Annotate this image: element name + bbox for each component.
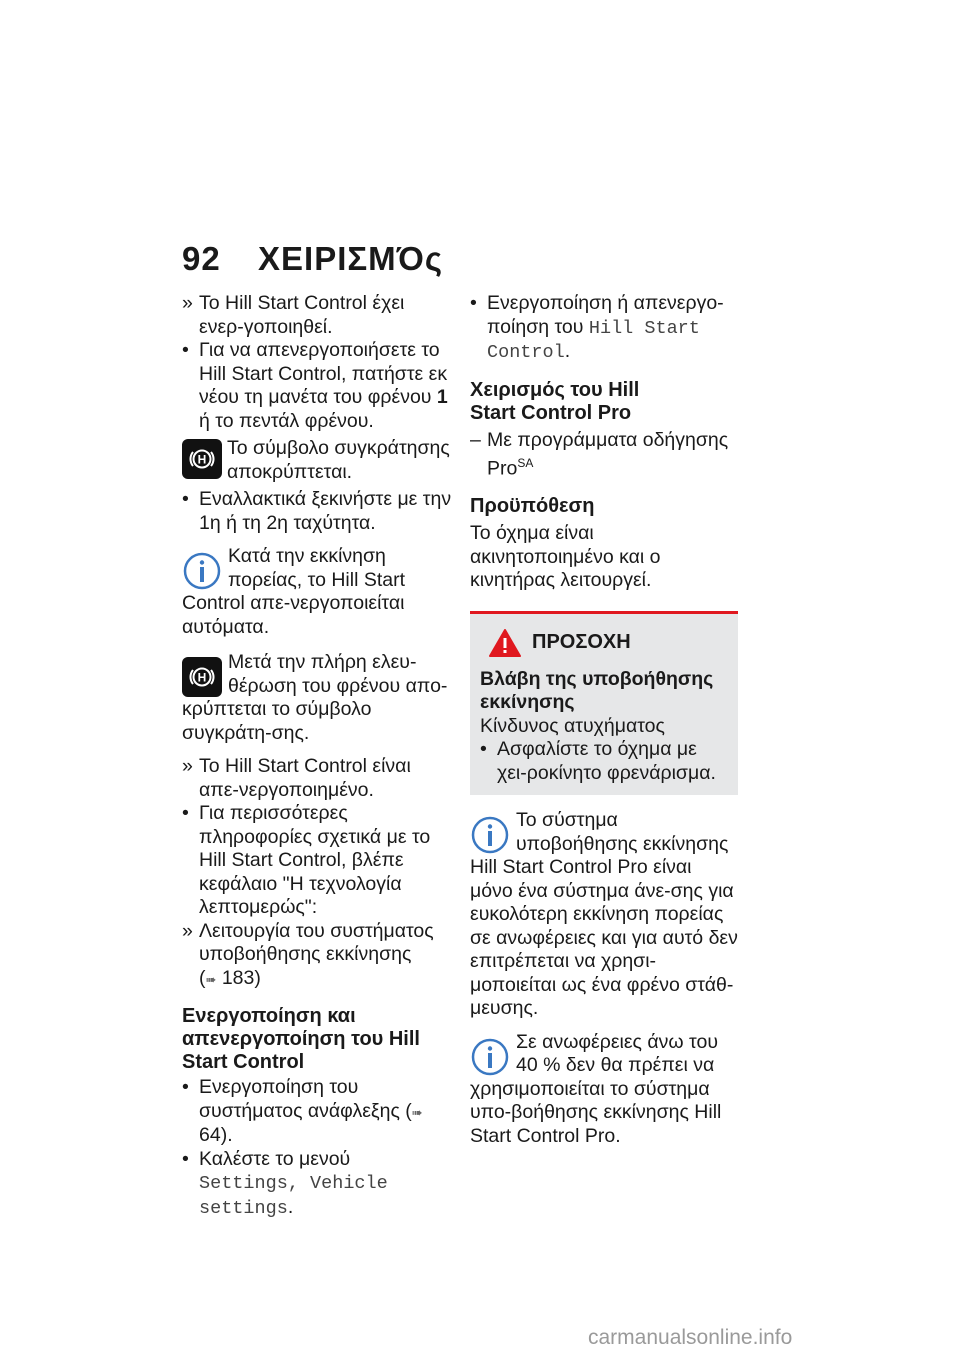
bullet-item: • Για περισσότερες πληροφορίες σχετικά με το Hill Start Control, βλέπε κεφάλαιο "Η τεχνολογία λεπτομερώς": [182, 802, 431, 918]
warning-triangle-icon [488, 628, 522, 658]
hold-brake-icon [182, 657, 222, 697]
subsection-heading: Προϋπόθεση [470, 495, 595, 517]
warning-header: ΠΡΟΣΟΧΗ [488, 628, 728, 658]
menu-path: Settings, Vehicle settings [199, 1173, 388, 1219]
function-name: Hill Start Control [487, 317, 700, 363]
bullet-item: • Ενεργοποίηση του συστήματος ανάφλεξης (➠ 64). [182, 1076, 423, 1146]
result-item: » Το Hill Start Control είναι απε-νεργοποιημένο. [182, 755, 411, 801]
info-icon [470, 815, 510, 855]
warning-box [470, 611, 738, 796]
bullet-item: • Καλέστε το μενού Settings, Vehicle settings. [182, 1147, 388, 1219]
result-item: » Το Hill Start Control έχει ενερ-γοποιηθεί. [182, 292, 405, 338]
page-ref-link[interactable]: 183 [221, 966, 255, 989]
lever-key-1: 1 [436, 386, 448, 408]
prerequisite-text: Το όχημα είναι ακινητοποιημένο και ο κινητήρας λειτουργεί. [470, 522, 661, 591]
watermark: carmanualsonline.info [588, 1326, 793, 1349]
section-heading: Χειρισμός του Hill Start Control Pro [470, 378, 640, 424]
info-note: Το σύστημα υποβοήθησης εκκίνησης Hill Start Control Pro είναι μόνο ένα σύστημα άνε-σης για ευκολότερη εκκίνηση πορείας σε ανωφέρειες και για αυτό δεν επιτρέπεται να χρησι-μοποιείται ως ένα φρένο στάθ-μευσης. [470, 809, 738, 1019]
right-column [470, 292, 738, 1148]
bullet-item: • Για να απενεργοποιήσετε το Hill Start Control, πατήστε εκ νέου τη μανέτα του φρένου 1 ή το πεντάλ φρένου. [182, 339, 448, 432]
result-item: » Λειτουργία του συστήματος υποβοήθησης εκκίνησης (➠ 183) [182, 920, 452, 992]
section-heading: Ενεργοποίηση και απενεργοποίηση του Hill Start Control [182, 1005, 420, 1073]
warning-subtitle: Βλάβη της υποβοήθησης εκκίνησης [480, 667, 714, 713]
warning-risk: Κίνδυνος ατυχήματος [480, 714, 665, 737]
page-ref-link[interactable]: 64 [199, 1124, 221, 1146]
info-note: Σε ανωφέρειες άνω του 40 % δεν θα πρέπει να χρησιμοποιείται το σύστημα υπο-βοήθησης εκκίνησης Hill Start Control Pro. [470, 1030, 722, 1147]
info-icon [470, 1037, 510, 1077]
chapter-title: ΧΕΙΡΙΣΜΌς [258, 240, 444, 277]
warning-action: • Ασφαλίστε το όχημα με χει-ροκίνητο φρενάρισμα. [480, 738, 716, 784]
dash-item: – Με προγράμματα οδήγησης Pro$^{SA}$ [470, 428, 729, 480]
bullet-item: • Ενεργοποίηση ή απενεργο-ποίηση του Hill Start Control. [470, 292, 724, 363]
svg-text:H: H [197, 452, 207, 467]
page-header [182, 240, 443, 278]
svg-text:H: H [197, 670, 207, 685]
symbol-note: H Το σύμβολο συγκράτησης αποκρύπτεται. [182, 437, 452, 484]
info-note: Κατά την εκκίνηση πορείας, το Hill Start Control απε-νεργοποιείται αυτόματα. [182, 545, 406, 638]
page-ref-arrow-icon: ➠ [205, 971, 217, 987]
bullet-item: • Εναλλακτικά ξεκινήστε με την 1η ή τη 2η ταχύτητα. [182, 488, 452, 534]
info-icon [182, 551, 222, 591]
page-number: 92 [182, 240, 221, 277]
left-column [182, 292, 452, 1220]
hold-brake-icon [182, 439, 222, 479]
symbol-note: H Μετά την πλήρη ελευ-θέρωση του φρένου απο-κρύπτεται το σύμβολο συγκράτη-σης. [182, 651, 448, 744]
page-ref-arrow-icon: ➠ [411, 1104, 423, 1120]
